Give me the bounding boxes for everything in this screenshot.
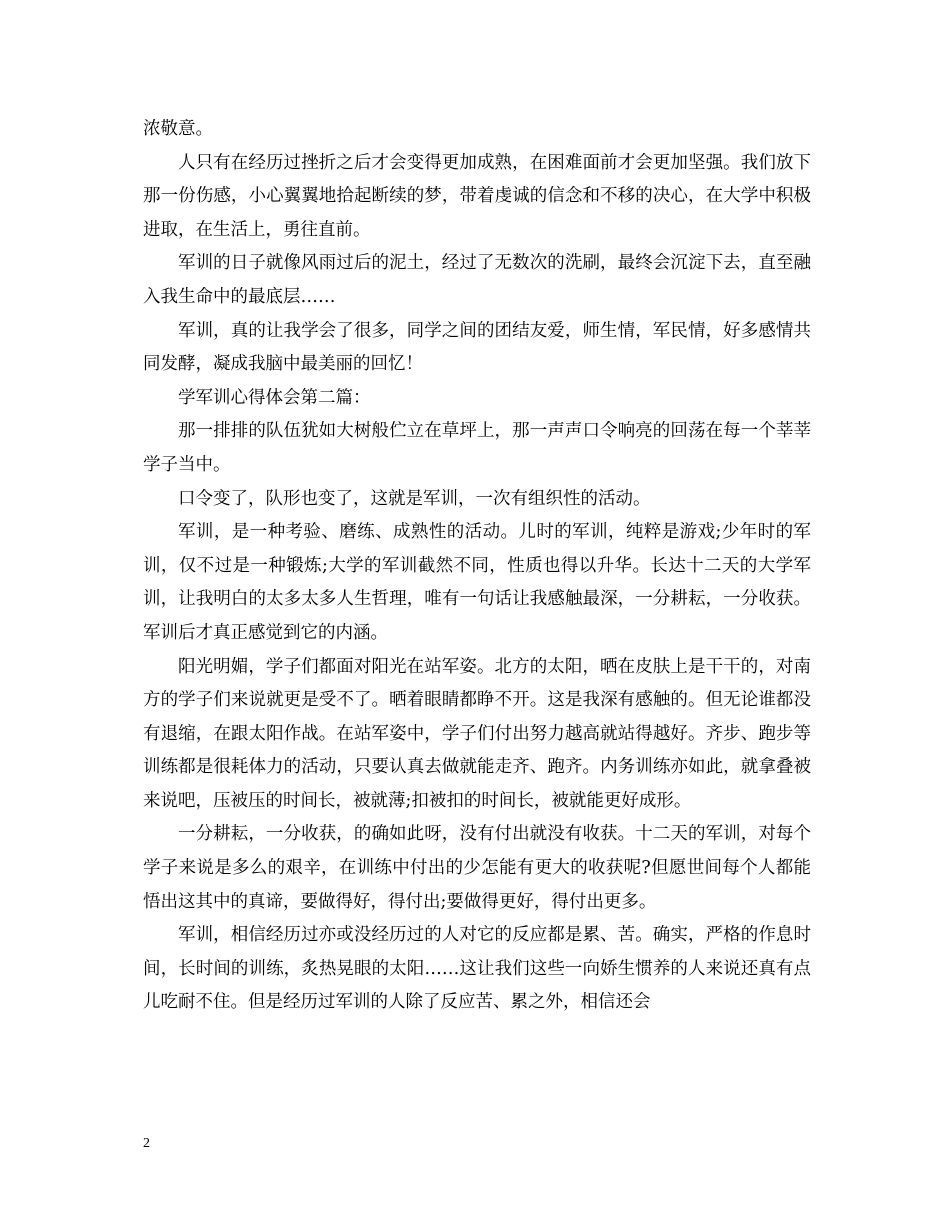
paragraph: 军训，相信经历过亦或没经历过的人对它的反应都是累、苦。确实，严格的作息时间，长时间的训练，炙热晃眼的太阳……这让我们这些一向娇生惯养的人来说还真有点儿吃耐不住。但是经历过军训的人除了反应苦、累之外，相信还会: [143, 925, 811, 1013]
paragraph: 那一排排的队伍犹如大树般伫立在草坪上，那一声声口令响亮的回荡在每一个莘莘学子当中。: [143, 421, 811, 475]
section-heading: 学军训心得体会第二篇：: [178, 387, 371, 408]
paragraph: 一分耕耘，一分收获，的确如此呀，没有付出就没有收获。十二天的军训，对每个学子来说是多么的艰辛，在训练中付出的少怎能有更大的收获呢?但愿世间每个人都能悟出这其中的真谛，要做得好，得付出;要做得更好，得付出更多。: [143, 824, 811, 912]
paragraph: 军训的日子就像风雨过后的泥土，经过了无数次的洗刷，最终会沉淀下去，直至融入我生命中的最底层……: [143, 253, 811, 307]
paragraph-continuation: 浓敬意。: [143, 119, 213, 139]
paragraph: 军训，真的让我学会了很多，同学之间的团结友爱，师生情，军民情，好多感情共同发酵，凝成我脑中最美丽的回忆！: [143, 320, 811, 375]
paragraph: 口令变了，队形也变了，这就是军训，一次有组织性的活动。: [178, 488, 651, 509]
paragraph: 军训，是一种考验、磨练、成熟性的活动。儿时的军训，纯粹是游戏;少年时的军训，仅不过是一种锻炼;大学的军训截然不同，性质也得以升华。长达十二天的大学军训，让我明白的太多太多人生哲理，唯有一句话让我感触最深，一分耕耘，一分收获。军训后才真正感觉到它的内涵。: [143, 522, 811, 643]
paragraph: 人只有在经历过挫折之后才会变得更加成熟，在困难面前才会更加坚强。我们放下那一份伤感，小心翼翼地拾起断续的梦，带着虔诚的信念和不移的决心，在大学中积极进取，在生活上，勇往直前。: [143, 152, 811, 240]
body-text: [143, 113, 811, 1020]
page-number: 2: [143, 1136, 150, 1151]
paragraph: 阳光明媚，学子们都面对阳光在站军姿。北方的太阳，晒在皮肤上是干干的，对南方的学子们来说就更是受不了。晒着眼睛都睁不开。这是我深有感触的。但无论谁都没有退缩，在跟太阳作战。在站军姿中，学子们付出努力越高就站得越好。齐步、跑步等训练都是很耗体力的活动，只要认真去做就能走齐、跑齐。内务训练亦如此，就拿叠被来说吧，压被压的时间长，被就薄;扣被扣的时间长，被就能更好成形。: [143, 656, 811, 811]
